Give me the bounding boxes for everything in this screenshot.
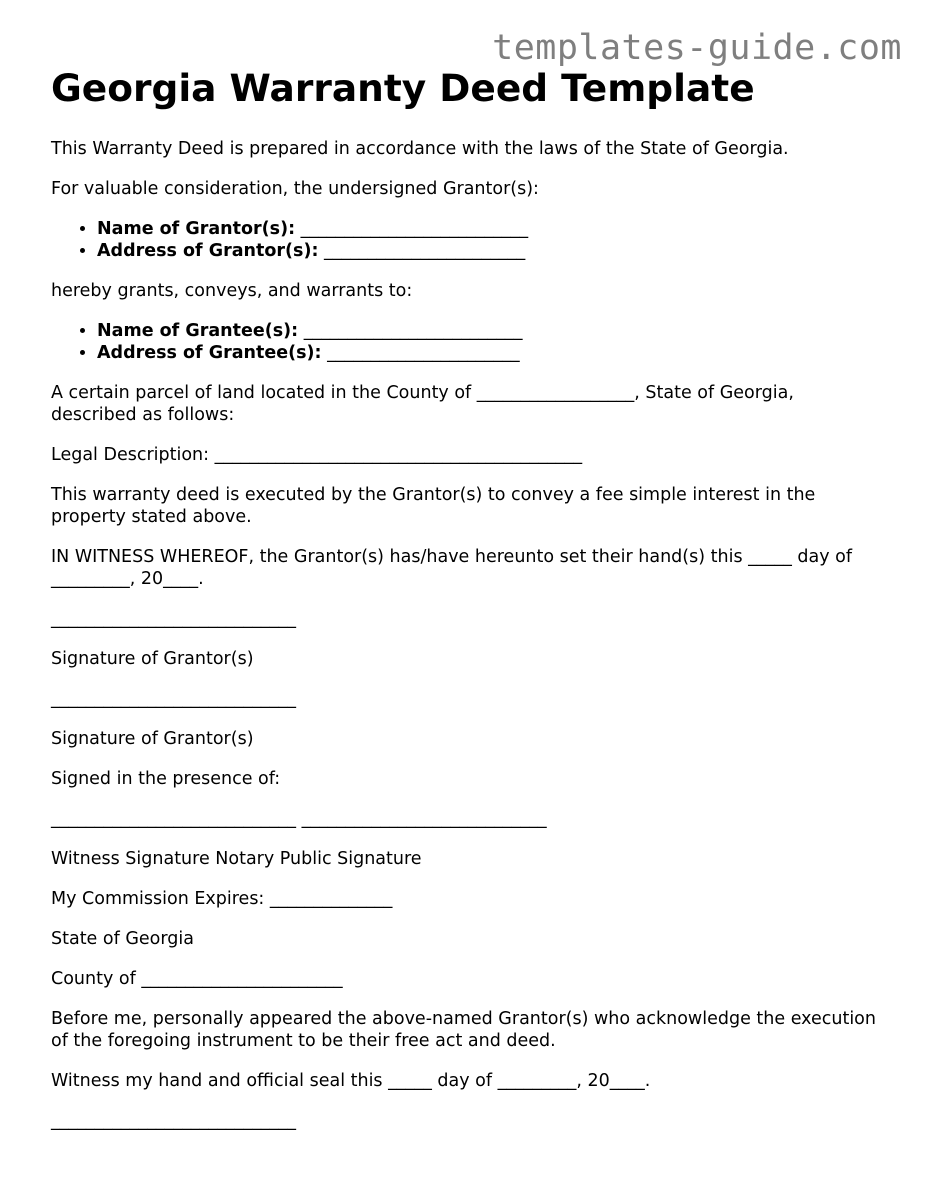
legal-description: Legal Description: __________________________________________ [51, 445, 583, 465]
grants-paragraph: hereby grants, conveys, and warrants to: [51, 281, 413, 301]
document-page [51, 64, 881, 1150]
list-item [97, 240, 881, 262]
grantor-name-blank: __________________________ [295, 219, 529, 239]
witness-notary-label: Witness Signature Notary Public Signature [51, 849, 422, 869]
grantor-signature-label-2: Signature of Grantor(s) [51, 729, 254, 749]
list-item [97, 342, 881, 364]
county-line: County of _______________________ [51, 969, 343, 989]
grantor-address-blank: _______________________ [318, 241, 526, 261]
grantee-address-blank: ______________________ [321, 343, 520, 363]
witness-notary-signature-lines: ____________________________ ____________________________ [51, 809, 547, 829]
intro-paragraph: This Warranty Deed is prepared in accordance with the laws of the State of Georgia. [51, 139, 789, 159]
grantee-name-blank: _________________________ [298, 321, 523, 341]
grantor-name-label: Name of Grantor(s): [97, 219, 296, 239]
grantee-name-label: Name of Grantee(s): [97, 321, 299, 341]
grantor-signature-label-1: Signature of Grantor(s) [51, 649, 254, 669]
grantor-list [51, 218, 881, 262]
final-signature-line: ____________________________ [51, 1111, 296, 1131]
witness-whereof-paragraph: IN WITNESS WHEREOF, the Grantor(s) has/have hereunto set their hand(s) this _____ day of _________, 20____. [51, 547, 853, 589]
grantee-list [51, 320, 881, 364]
watermark: templates-guide.com [492, 28, 902, 68]
grantor-address-label: Address of Grantor(s): [97, 241, 319, 261]
parcel-paragraph: A certain parcel of land located in the County of __________________, State of Georgia, described as follows: [51, 383, 794, 425]
grantor-signature-line-2: ____________________________ [51, 689, 296, 709]
list-item [97, 218, 881, 240]
commission-expires: My Commission Expires: ______________ [51, 889, 393, 909]
state-line: State of Georgia [51, 929, 194, 949]
fee-simple-paragraph: This warranty deed is executed by the Grantor(s) to convey a fee simple interest in the property stated above. [51, 485, 816, 527]
grantee-address-label: Address of Grantee(s): [97, 343, 322, 363]
acknowledgment-paragraph: Before me, personally appeared the above-named Grantor(s) who acknowledge the execution of the foregoing instrument to be their free act and deed. [51, 1009, 876, 1051]
grantor-signature-line-1: ____________________________ [51, 609, 296, 629]
official-seal-paragraph: Witness my hand and official seal this _____ day of _________, 20____. [51, 1071, 651, 1091]
consideration-paragraph: For valuable consideration, the undersigned Grantor(s): [51, 179, 539, 199]
presence-paragraph: Signed in the presence of: [51, 769, 281, 789]
page-title: Georgia Warranty Deed Template [51, 66, 755, 110]
list-item [97, 320, 881, 342]
